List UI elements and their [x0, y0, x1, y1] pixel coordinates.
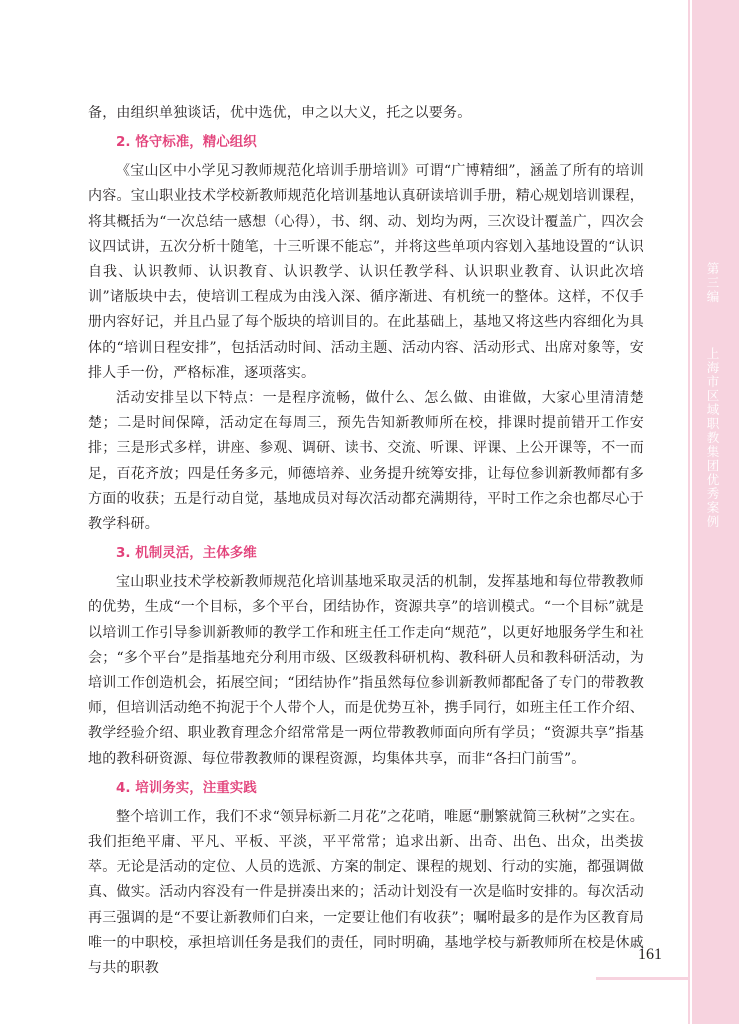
footer-rule — [596, 977, 688, 980]
paragraph-3: 宝山职业技术学校新教师规范化培训基地采取灵活的机制，发挥基地和每位带教教师的优势，生成“一个目标，多个平台，团结协作，资源共享”的培训模式。“一个目标”就是以培训工作引导参训新教师的教学工作和班主任工作走向“规范”，以更好地服务学生和社会；“多个平台”是指基地充分利用市级、区级教科研机构、教科研人员和教科研活动，为培训工作创造机会，拓展空间；“团结协作”指虽然每位参训新教师都配备了专门的带教教师，但培训活动绝不拘泥于个人带个人，而是优势互补，携手同行，如班主任工作介绍、教学经验介绍、职业教育理念介绍常常是一两位带教教师面向所有学员；“资源共享”指基地的教科研资源、每位带教教师的课程资源，均集体共享，而非“各扫门前雪”。 — [88, 574, 644, 767]
page-number: 161 — [638, 946, 662, 963]
section-tab — [700, 262, 724, 529]
paragraph-4: 整个培训工作，我们不求“领异标新二月花”之花哨，唯愿“删繁就简三秋树”之实在。我们拒绝平庸、平凡、平板、平淡，平平常常；追求出新、出奇、出色、出众，出类拔萃。无论是活动的定位、人员的选派、方案的制定、课程的规划、行动的实施，都强调做真、做实。活动内容没有一件是拼凑出来的；活动计划没有一次是临时安排的。每次活动再三强调的是“不要让新教师们白来，一定要让他们有收获”；嘱咐最多的是作为区教育局唯一的中职校，承担培训任务是我们的责任，同时明确，基地学校与新教师所在校是休戚与共的职教 — [88, 808, 644, 977]
paragraph-1: 《宝山区中小学见习教师规范化培训手册培训》可谓“广博精细”，涵盖了所有的培训内容。宝山职业技术学校新教师规范化培训基地认真研读培训手册，精心规划培训课程，将其概括为“一次总结一感想（心得），书、纲、动、划均为两，三次设计覆盖广，四次会议四试讲，五次分析十随笔，十三听课不能忘”，并将这些单项内容划入基地设置的“认识自我、认识教师、认识教育、认识教学、认识任教学科、认识职业教育、认识此次培训”诸版块中去，使培训工程成为由浅入深、循序渐进、有机统一的整体。这样，不仅手册内容好记，并且凸显了每个版块的培训目的。在此基础上，基地又将这些内容细化为具体的“培训日程安排”，包括活动时间、活动主题、活动内容、活动形式、出席对象等，安排人手一份，严格标准，逐项落实。 — [88, 163, 644, 381]
section-heading-2: 2. 恪守标准，精心组织 — [116, 134, 257, 151]
paragraph-2: 活动安排呈以下特点：一是程序流畅，做什么、怎么做、由谁做，大家心里清清楚楚；二是时间保障，活动定在每周三，预先告知新教师所在校，排课时提前错开工作安排；三是形式多样，讲座、参观、调研、读书、交流、听课、评课、上公开课等，不一而足，百花齐放；四是任务多元，师德培养、业务提升统筹安排，让每位参训新教师都有多方面的收获；五是行动自觉，基地成员对每次活动都充满期待，平时工作之余也都尽心于教学科研。 — [88, 390, 644, 533]
page-body — [88, 101, 644, 981]
part-title: 上海市区域职教集团优秀案例 — [705, 347, 720, 529]
section-heading-3: 3. 机制灵活，主体多维 — [116, 545, 257, 562]
part-label: 第三编 — [705, 262, 720, 304]
paragraph-continued: 备，由组织单独谈话，优中选优，申之以大义，托之以要务。 — [88, 105, 472, 121]
section-heading-4: 4. 培训务实，注重实践 — [116, 779, 257, 796]
